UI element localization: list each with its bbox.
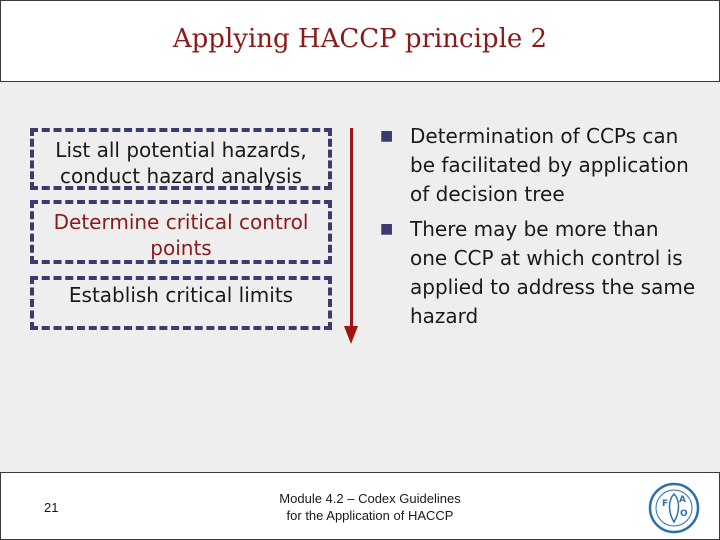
bullet-item (380, 215, 700, 331)
fao-logo-icon (648, 482, 700, 534)
page-number: 21 (44, 500, 59, 515)
step-box-hazard-analysis (30, 128, 332, 190)
bullet-text: There may be more than one CCP at which control is applied to address the same hazard (410, 217, 696, 328)
footer-line-2: for the Application of HACCP (286, 508, 454, 523)
bullet-text: Determination of CCPs can be facilitated by application of decision tree (410, 124, 689, 206)
slide-title: Applying HACCP principle 2 (172, 24, 548, 54)
down-arrow-head-icon (344, 326, 358, 344)
step-box-critical-control-points (30, 200, 332, 264)
bullet-list (380, 122, 700, 337)
bullet-item (380, 122, 700, 209)
step-label: Establish critical limits (68, 283, 294, 307)
step-label: List all potential hazards, conduct hazard analysis (55, 138, 307, 188)
footer-line-1: Module 4.2 – Codex Guidelines (279, 491, 461, 506)
square-bullet-icon: ■ (380, 128, 394, 144)
logo-letter-a: A (679, 495, 686, 505)
logo-letter-f: F (662, 499, 669, 509)
square-bullet-icon: ■ (380, 221, 394, 237)
down-arrow-icon (350, 128, 353, 328)
footer-module-caption (250, 490, 490, 524)
step-label-highlighted: Determine critical control points (53, 210, 309, 260)
step-box-critical-limits (30, 276, 332, 330)
logo-letter-o: O (680, 509, 688, 519)
